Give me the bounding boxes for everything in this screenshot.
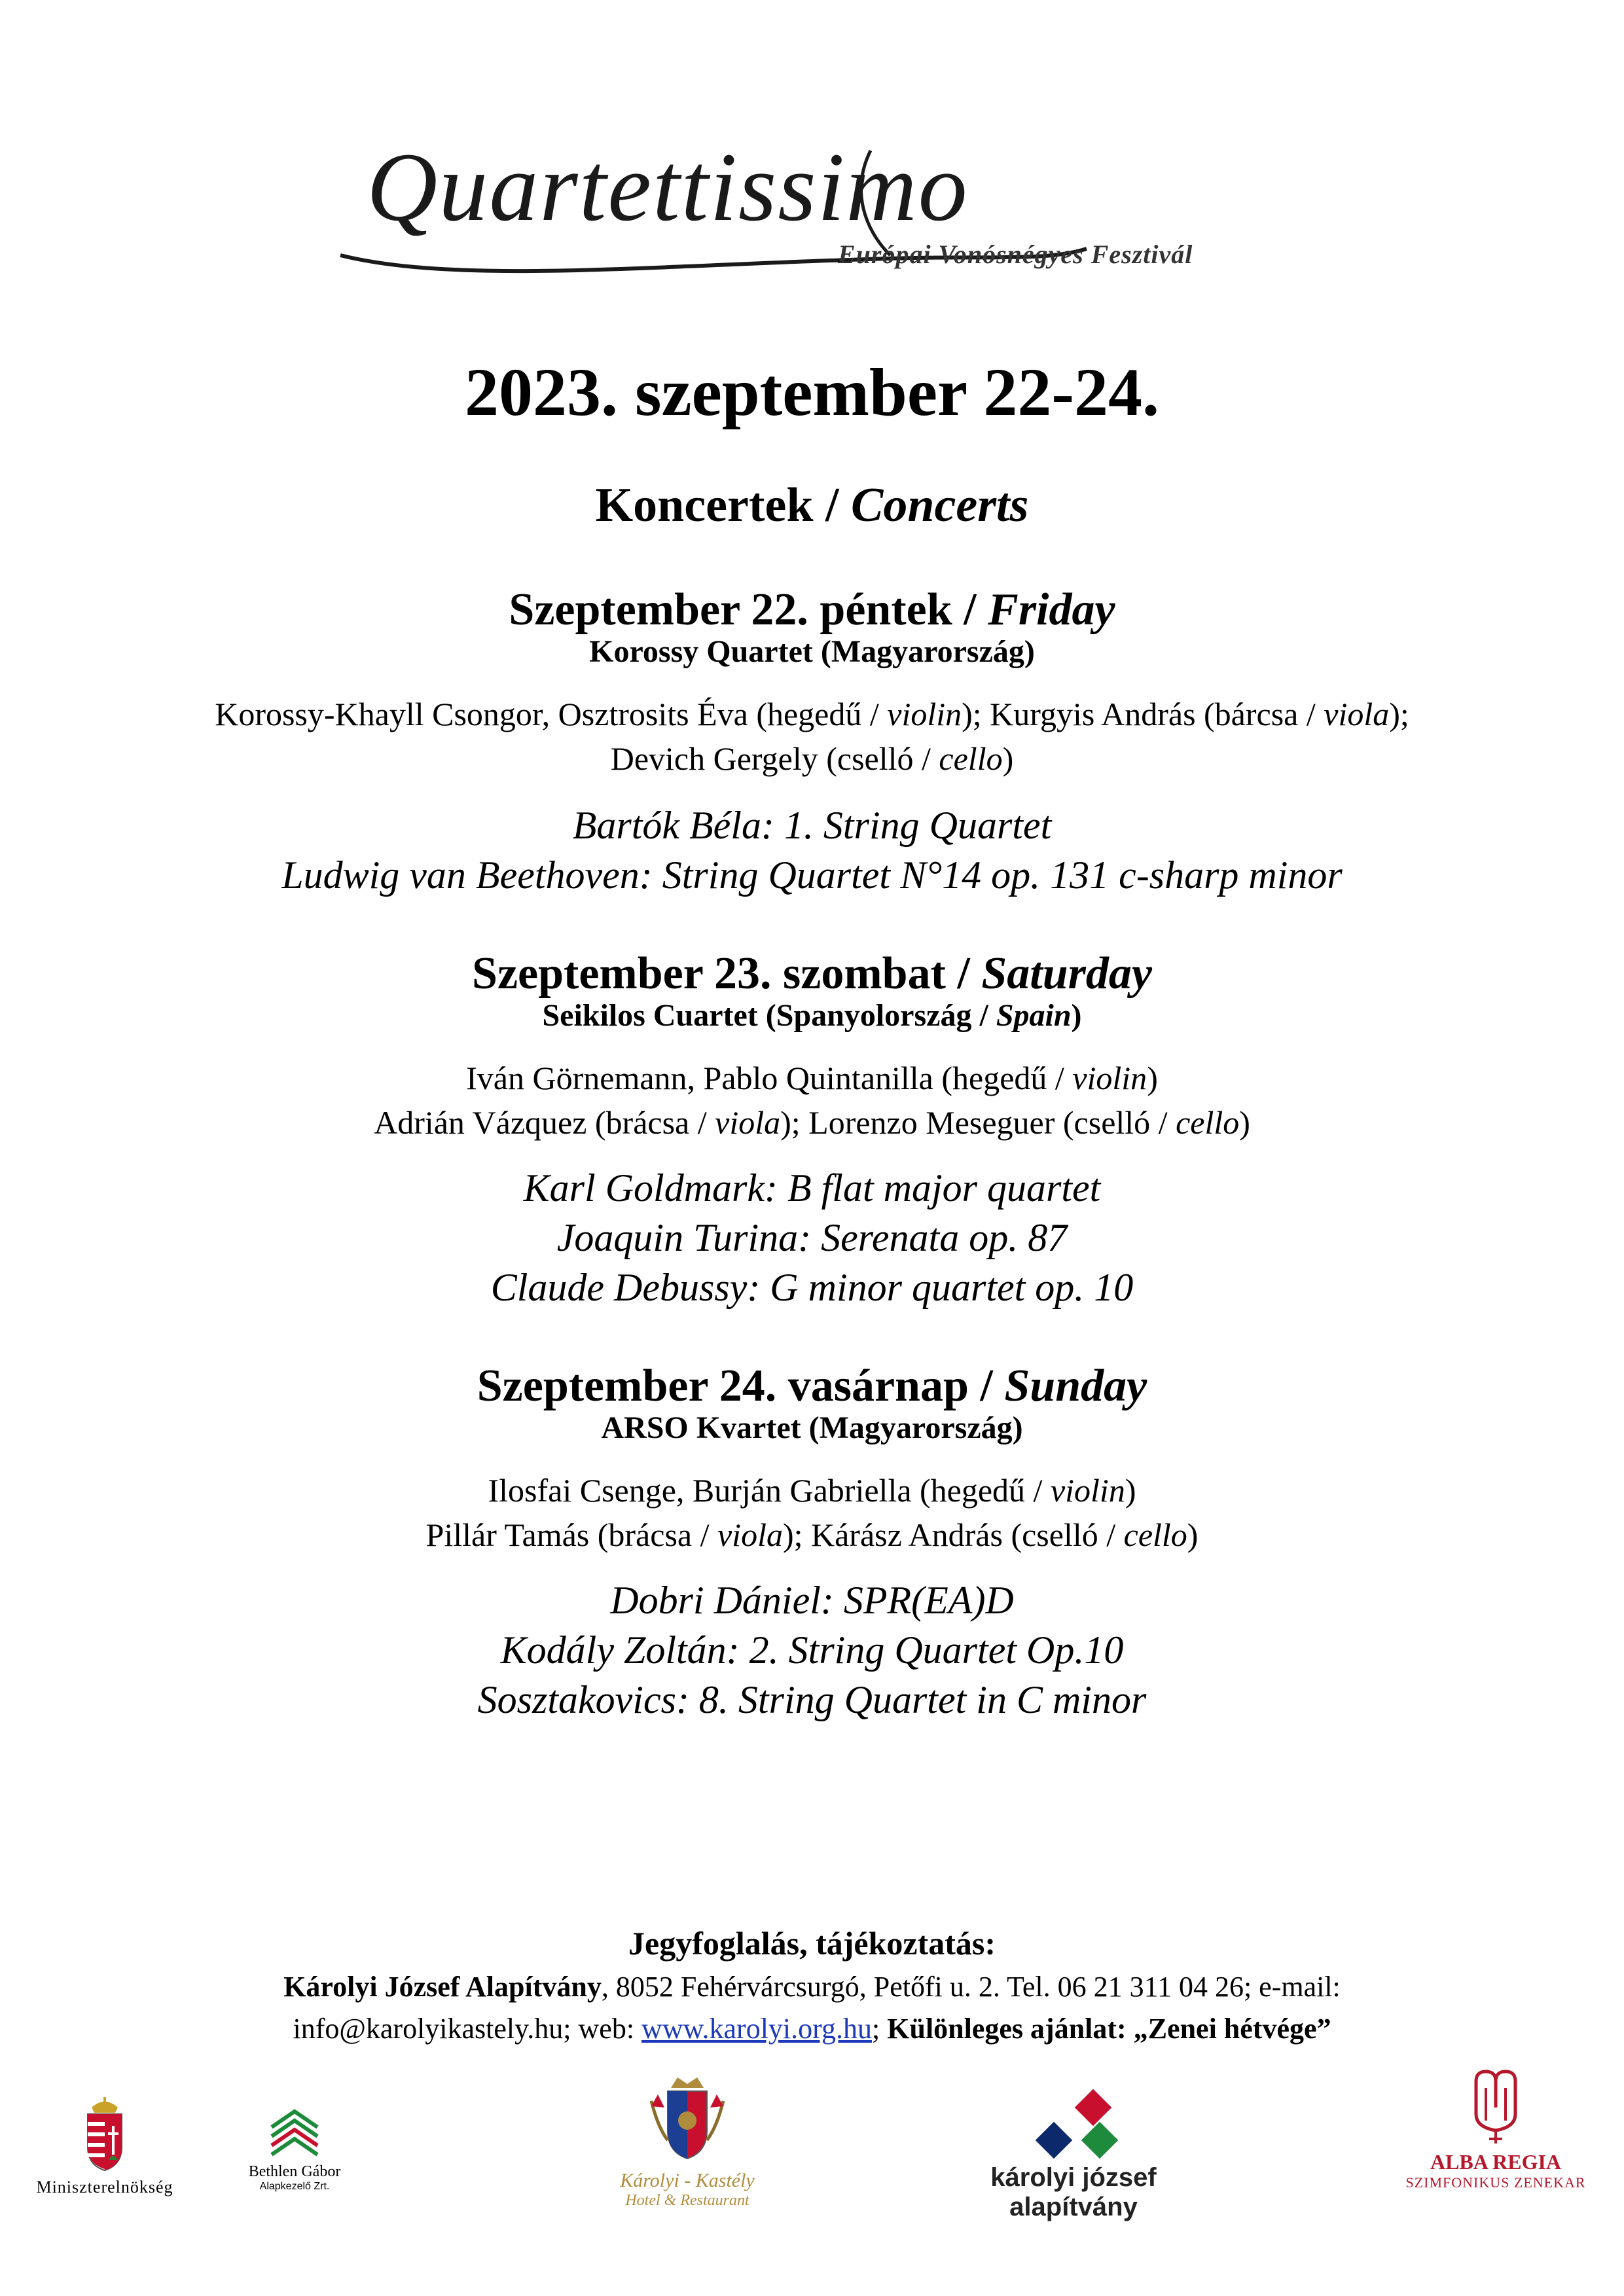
day-3-ensemble: ARSO Kvartet (Magyarország) (601, 1410, 1023, 1445)
concerts-heading (0, 478, 1624, 533)
website-link[interactable]: www.karolyi.org.hu (641, 2013, 873, 2045)
day-3-program-item: Kodály Zoltán: 2. String Quartet Op.10 (500, 1628, 1124, 1672)
castle-crest-icon (638, 2068, 736, 2166)
logo-name: Quartettissimo (367, 133, 969, 242)
day-3-title: Szeptember 24. vasárnap / Sunday (477, 1361, 1147, 1411)
festival-logo (327, 124, 1276, 288)
day-1-members-line-2: Devich Gergely (cselló / cello) (610, 740, 1014, 777)
alba-label-2: SZIMFONIKUS ZENEKAR (1405, 2174, 1586, 2191)
booking-info-line-2: info@karolyikastely.hu; web: www.karolyi.org.hu; Különleges ajánlat: „Zenei hétvége” (293, 2013, 1331, 2045)
day-1-title-hu: Szeptember 22. péntek (509, 584, 952, 635)
bethlen-logo-icon (265, 2108, 324, 2160)
castle-label-1: Károlyi - Kastély (620, 2170, 755, 2191)
day-2-members (0, 1056, 1624, 1145)
alba-label-1: ALBA REGIA (1430, 2150, 1562, 2174)
day-3-program-item: Dobri Dániel: SPR(EA)D (610, 1579, 1014, 1622)
day-1-title-en: Friday (988, 584, 1115, 635)
concerts-heading-en: Concerts (851, 478, 1029, 532)
foundation-diamonds-icon (1008, 2088, 1139, 2160)
booking-info-line-1 (0, 1970, 1624, 2003)
special-offer: Különleges ajánlat: „Zenei hétvége” (887, 2013, 1331, 2045)
day-1-title: Szeptember 22. péntek / Friday (509, 584, 1115, 635)
sponsor-alba-regia (1388, 2068, 1604, 2191)
day-1-members-line-1: Korossy-Khayll Csongor, Osztrosits Éva (hegedű / violin); Kurgyis András (bárcsa / viola); (215, 696, 1409, 732)
castle-label-2: Hotel & Restaurant (625, 2192, 749, 2209)
day-2-members-line-1: Iván Görnemann, Pablo Quintanilla (hegedű / violin) (466, 1060, 1158, 1096)
hungarian-coat-of-arms-icon (79, 2094, 131, 2173)
booking-heading: Jegyfoglalás, tájékoztatás: (628, 1925, 996, 1962)
ministry-label: Miniszterelnökség (36, 2178, 173, 2197)
sponsor-foundation (923, 2088, 1224, 2222)
bethlen-label-2: Alapkezelő Zrt. (259, 2181, 330, 2192)
day-2-title: Szeptember 23. szombat / Saturday (472, 948, 1152, 999)
day-1-program-item: Bartók Béla: 1. String Quartet (572, 804, 1052, 847)
day-2-members-line-2: Adrián Vázquez (brácsa / viola); Lorenzo Meseguer (cselló / cello) (374, 1104, 1250, 1141)
concerts-heading-hu: Koncertek (595, 478, 814, 532)
day-2-block (0, 948, 1624, 1312)
day-2-program-item: Joaquin Turina: Serenata op. 87 (556, 1216, 1068, 1259)
sponsor-ministry (20, 2094, 190, 2197)
concerts-heading-sep: / (813, 478, 852, 532)
day-3-program-item: Sosztakovics: 8. String Quartet in C minor (477, 1678, 1147, 1721)
day-1-members (0, 692, 1624, 781)
day-3-members (0, 1468, 1624, 1557)
foundation-address: , 8052 Fehérvárcsurgó, Petőfi u. 2. Tel. 06 21 311 04 26; e-mail: (601, 1971, 1341, 2003)
day-2-ensemble: Seikilos Cuartet (Spanyolország / Spain) (542, 998, 1082, 1033)
sponsor-bethlen (229, 2108, 360, 2193)
day-3-members-line-1: Ilosfai Csenge, Burján Gabriella (hegedű / violin) (488, 1472, 1136, 1509)
sponsor-castle (563, 2068, 812, 2210)
day-2-program-item: Karl Goldmark: B flat major quartet (523, 1166, 1101, 1210)
foundation-name: Károlyi József Alapítvány (283, 1971, 602, 2003)
day-3-title-hu: Szeptember 24. vasárnap (477, 1361, 969, 1411)
day-2-program-item: Claude Debussy: G minor quartet op. 10 (490, 1266, 1134, 1309)
day-3-program (0, 1575, 1624, 1725)
day-2-program (0, 1163, 1624, 1312)
day-1-program-item: Ludwig van Beethoven: String Quartet N°14 op. 131 c-sharp minor (281, 853, 1343, 897)
festival-date: 2023. szeptember 22-24. (465, 355, 1159, 430)
foundation-label: károlyi józsef alapítvány (990, 2163, 1157, 2221)
day-2-title-hu: Szeptember 23. szombat (472, 948, 946, 999)
bethlen-label-1: Bethlen Gábor (248, 2163, 341, 2180)
day-3-title-en: Sunday (1004, 1361, 1147, 1411)
logo-subtitle: Európai Vonósnégyes Fesztivál (838, 240, 1193, 269)
day-3-block (0, 1360, 1624, 1725)
day-1-block (0, 584, 1624, 900)
alba-regia-emblem-icon (1460, 2068, 1532, 2147)
day-2-title-en: Saturday (981, 948, 1152, 999)
day-1-program (0, 800, 1624, 900)
day-1-ensemble: Korossy Quartet (Magyarország) (589, 634, 1035, 669)
email-text: info@karolyikastely.hu; web: (293, 2013, 642, 2045)
day-3-members-line-2: Pillár Tamás (brácsa / viola); Kárász András (cselló / cello) (425, 1516, 1199, 1553)
